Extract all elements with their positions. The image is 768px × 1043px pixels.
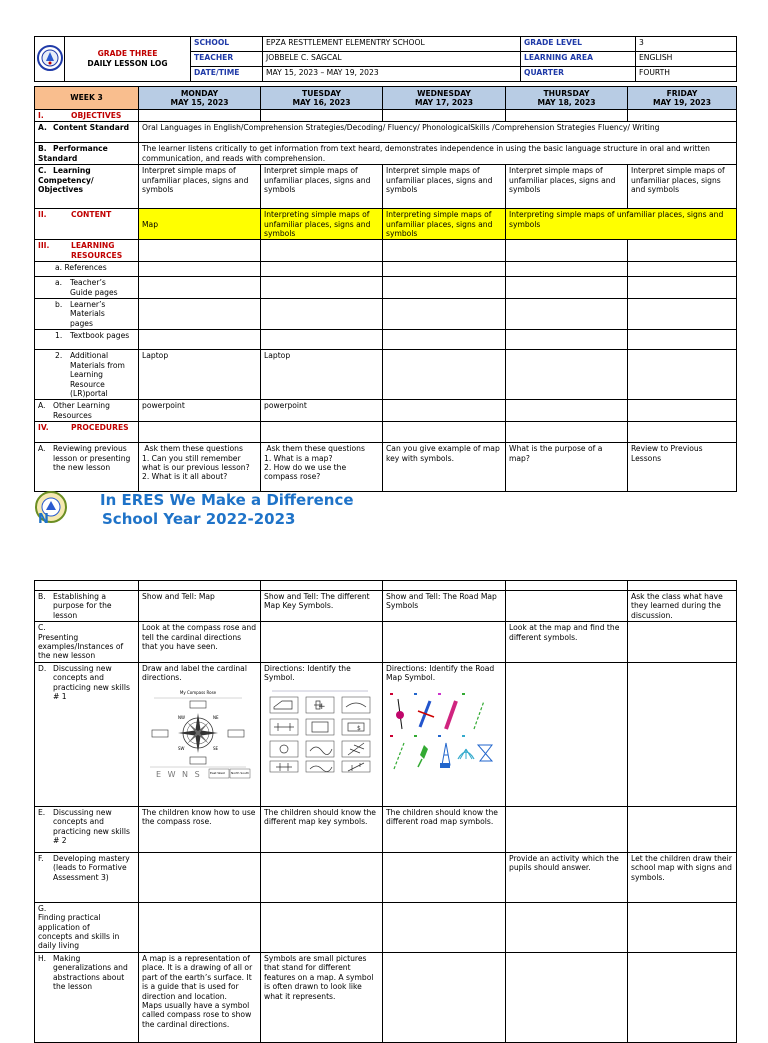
purpose-monday: Show and Tell: Map [139,591,261,622]
quarter-label: QUARTER [521,67,636,82]
lesson-table-page1 [34,86,737,492]
school-value: EPZA RESTTLEMENT ELEMENTRY SCHOOL [263,37,521,52]
svg-text:My Compass Rose: My Compass Rose [179,689,217,695]
establishing-purpose-label: B. Establishing a purpose for the lesson [35,591,139,622]
content-thursday-friday: Interpreting simple maps of unfamiliar places, signs and symbols [506,209,737,240]
date-label: DATE/TIME [191,67,263,82]
header-table [34,36,737,82]
procedures-section: IV. PROCEDURES [35,422,139,443]
svg-text:SE: SE [213,745,219,751]
map-key-symbols-image [264,687,376,773]
teacher-value: JOBBELE C. SAGCAL [263,52,521,67]
dll-title [65,37,191,82]
competency-friday: Interpret simple maps of unfamiliar places, signs and symbols [628,165,737,209]
teachers-guide-label: a. Teacher’s Guide pages [35,277,139,299]
reviewing-label: A. Reviewing previous lesson or presenting the new lesson [35,443,139,492]
developing-mastery-label: F. Developing mastery (leads to Formative Assessment 3) [35,852,139,902]
performance-standard-value: The learner listens critically to get information from text heard, demonstrates independence in using the basic language structure in oral and written communication, and reads with comprehension. [139,143,737,165]
additional-materials-tuesday: Laptop [261,350,383,400]
additional-materials-monday: Laptop [139,350,261,400]
content-standard-value: Oral Languages in English/Comprehension Strategies/Decoding/ Fluency/ PhonologicalSkills /Comprehension Strategies Fluency/ Writing [139,122,737,143]
svg-text:$: $ [357,724,361,732]
competency-tuesday: Interpret simple maps of unfamiliar places, signs and symbols [261,165,383,209]
purpose-friday: Ask the class what have they learned during the discussion. [628,591,737,622]
purpose-tuesday: Show and Tell: The different Map Key Symbols. [261,591,383,622]
road-map-symbols-image [386,687,498,773]
svg-text:E W N S: E W N S [156,769,202,779]
other-resources-monday: powerpoint [139,400,261,422]
discussing-1-wednesday: Directions: Identify the Road Map Symbol. [383,662,506,806]
day-header-tuesday: TUESDAY MAY 16, 2023 [261,87,383,110]
discussing-2-tuesday: The children should know the different map key symbols. [261,806,383,852]
footer-motto: In ERES We Make a Difference [100,491,354,509]
school-label: SCHOOL [191,37,263,52]
learning-area-value: ENGLISH [636,52,737,67]
review-wednesday: Can you give example of map key with symbols. [383,443,506,492]
day-header-friday: FRIDAY MAY 19, 2023 [628,87,737,110]
svg-text:NE: NE [213,714,219,720]
performance-standard-label: B. Performance Standard [35,143,139,165]
content-wednesday: Interpreting simple maps of unfamiliar places, signs and symbols [383,209,506,240]
learning-resources-section: III. LEARNING RESOURCES [35,240,139,262]
mastery-thursday: Provide an activity which the pupils should answer. [506,852,628,902]
competency-thursday: Interpret simple maps of unfamiliar places, signs and symbols [506,165,628,209]
footer-letter: N [38,512,49,527]
additional-materials-label: 2. Additional Materials from Learning Resource (LR)portal [35,350,139,400]
grade-level-value: 3 [636,37,737,52]
content-section: II. CONTENT [35,209,139,240]
other-resources-tuesday: powerpoint [261,400,383,422]
learning-area-label: LEARNING AREA [521,52,636,67]
mastery-friday: Let the children draw their school map with signs and symbols. [628,852,737,902]
svg-text:NW: NW [178,714,185,720]
deped-seal-icon [37,42,63,74]
day-header-thursday: THURSDAY MAY 18, 2023 [506,87,628,110]
discussing-2-monday: The children know how to use the compass rose. [139,806,261,852]
week-header: WEEK 3 [35,87,139,110]
dll-subtitle: DAILY LESSON LOG [87,59,168,68]
learners-materials-label: b. Learner’s Materials pages [35,299,139,330]
presenting-examples-label: C.Presenting examples/Instances of the new lesson [35,622,139,663]
generalization-monday: A map is a representation of place. It is a drawing of all or part of the earth’s surface. It is a guide that is used for direction and location. Maps usually have a symbol called compass rose to show the cardinal directions. [139,952,261,1042]
discussing-2-wednesday: The children should know the different road map symbols. [383,806,506,852]
discussing-concepts-2-label: E. Discussing new concepts and practicing new skills # 2 [35,806,139,852]
competency-monday: Interpret simple maps of unfamiliar places, signs and symbols [139,165,261,209]
references-label: a. References [35,262,139,277]
date-value: MAY 15, 2023 – MAY 19, 2023 [263,67,521,82]
deped-seal [35,37,65,82]
grade-title: GRADE THREE [97,49,158,58]
teacher-label: TEACHER [191,52,263,67]
content-monday: Map [139,209,261,240]
page-footer [34,490,534,530]
examples-monday: Look at the compass rose and tell the cardinal directions that you have seen. [139,622,261,663]
generalizations-label: H. Making generalizations and abstractions about the lesson [35,952,139,1042]
review-thursday: What is the purpose of a map? [506,443,628,492]
learning-competency-label: C. Learning Competency/ Objectives [35,165,139,209]
svg-text:North South: North South [231,770,250,775]
discussing-1-tuesday: Directions: Identify the Symbol. $ + [261,662,383,806]
discussing-concepts-1-label: D. Discussing new concepts and practicing new skills # 1 [35,662,139,806]
svg-text:SW: SW [178,745,185,751]
svg-text:+: + [318,701,326,712]
day-header-monday: MONDAY MAY 15, 2023 [139,87,261,110]
lesson-table-page2 [34,580,737,1043]
competency-wednesday: Interpret simple maps of unfamiliar places, signs and symbols [383,165,506,209]
review-tuesday: Ask them these questions 1. What is a map? 2. How do we use the compass rose? [261,443,383,492]
purpose-wednesday: Show and Tell: The Road Map Symbols [383,591,506,622]
textbook-label: 1. Textbook pages [35,330,139,350]
review-friday: Review to Previous Lessons [628,443,737,492]
quarter-value: FOURTH [636,67,737,82]
compass-rose-image [142,687,254,779]
review-monday: Ask them these questions 1. Can you still remember what is our previous lesson? 2. What is it all about? [139,443,261,492]
generalization-tuesday: Symbols are small pictures that stand for different features on a map. A symbol is often drawn to look like what it represents. [261,952,383,1042]
content-standard-label: A. Content Standard [35,122,139,143]
grade-level-label: GRADE LEVEL [521,37,636,52]
practical-application-label: G.Finding practical application of concepts and skills in daily living [35,902,139,952]
day-header-wednesday: WEDNESDAY MAY 17, 2023 [383,87,506,110]
discussing-1-monday: Draw and label the cardinal directions. My Compass Rose NW NE SW SE E W N S East West North South [139,662,261,806]
svg-text:East West: East West [210,770,225,775]
examples-thursday: Look at the map and find the different symbols. [506,622,628,663]
objectives-section: I. OBJECTIVES [35,110,139,122]
footer-school-year: School Year 2022-2023 [102,510,296,528]
content-tuesday: Interpreting simple maps of unfamiliar places, signs and symbols [261,209,383,240]
other-resources-label: A. Other Learning Resources [35,400,139,422]
